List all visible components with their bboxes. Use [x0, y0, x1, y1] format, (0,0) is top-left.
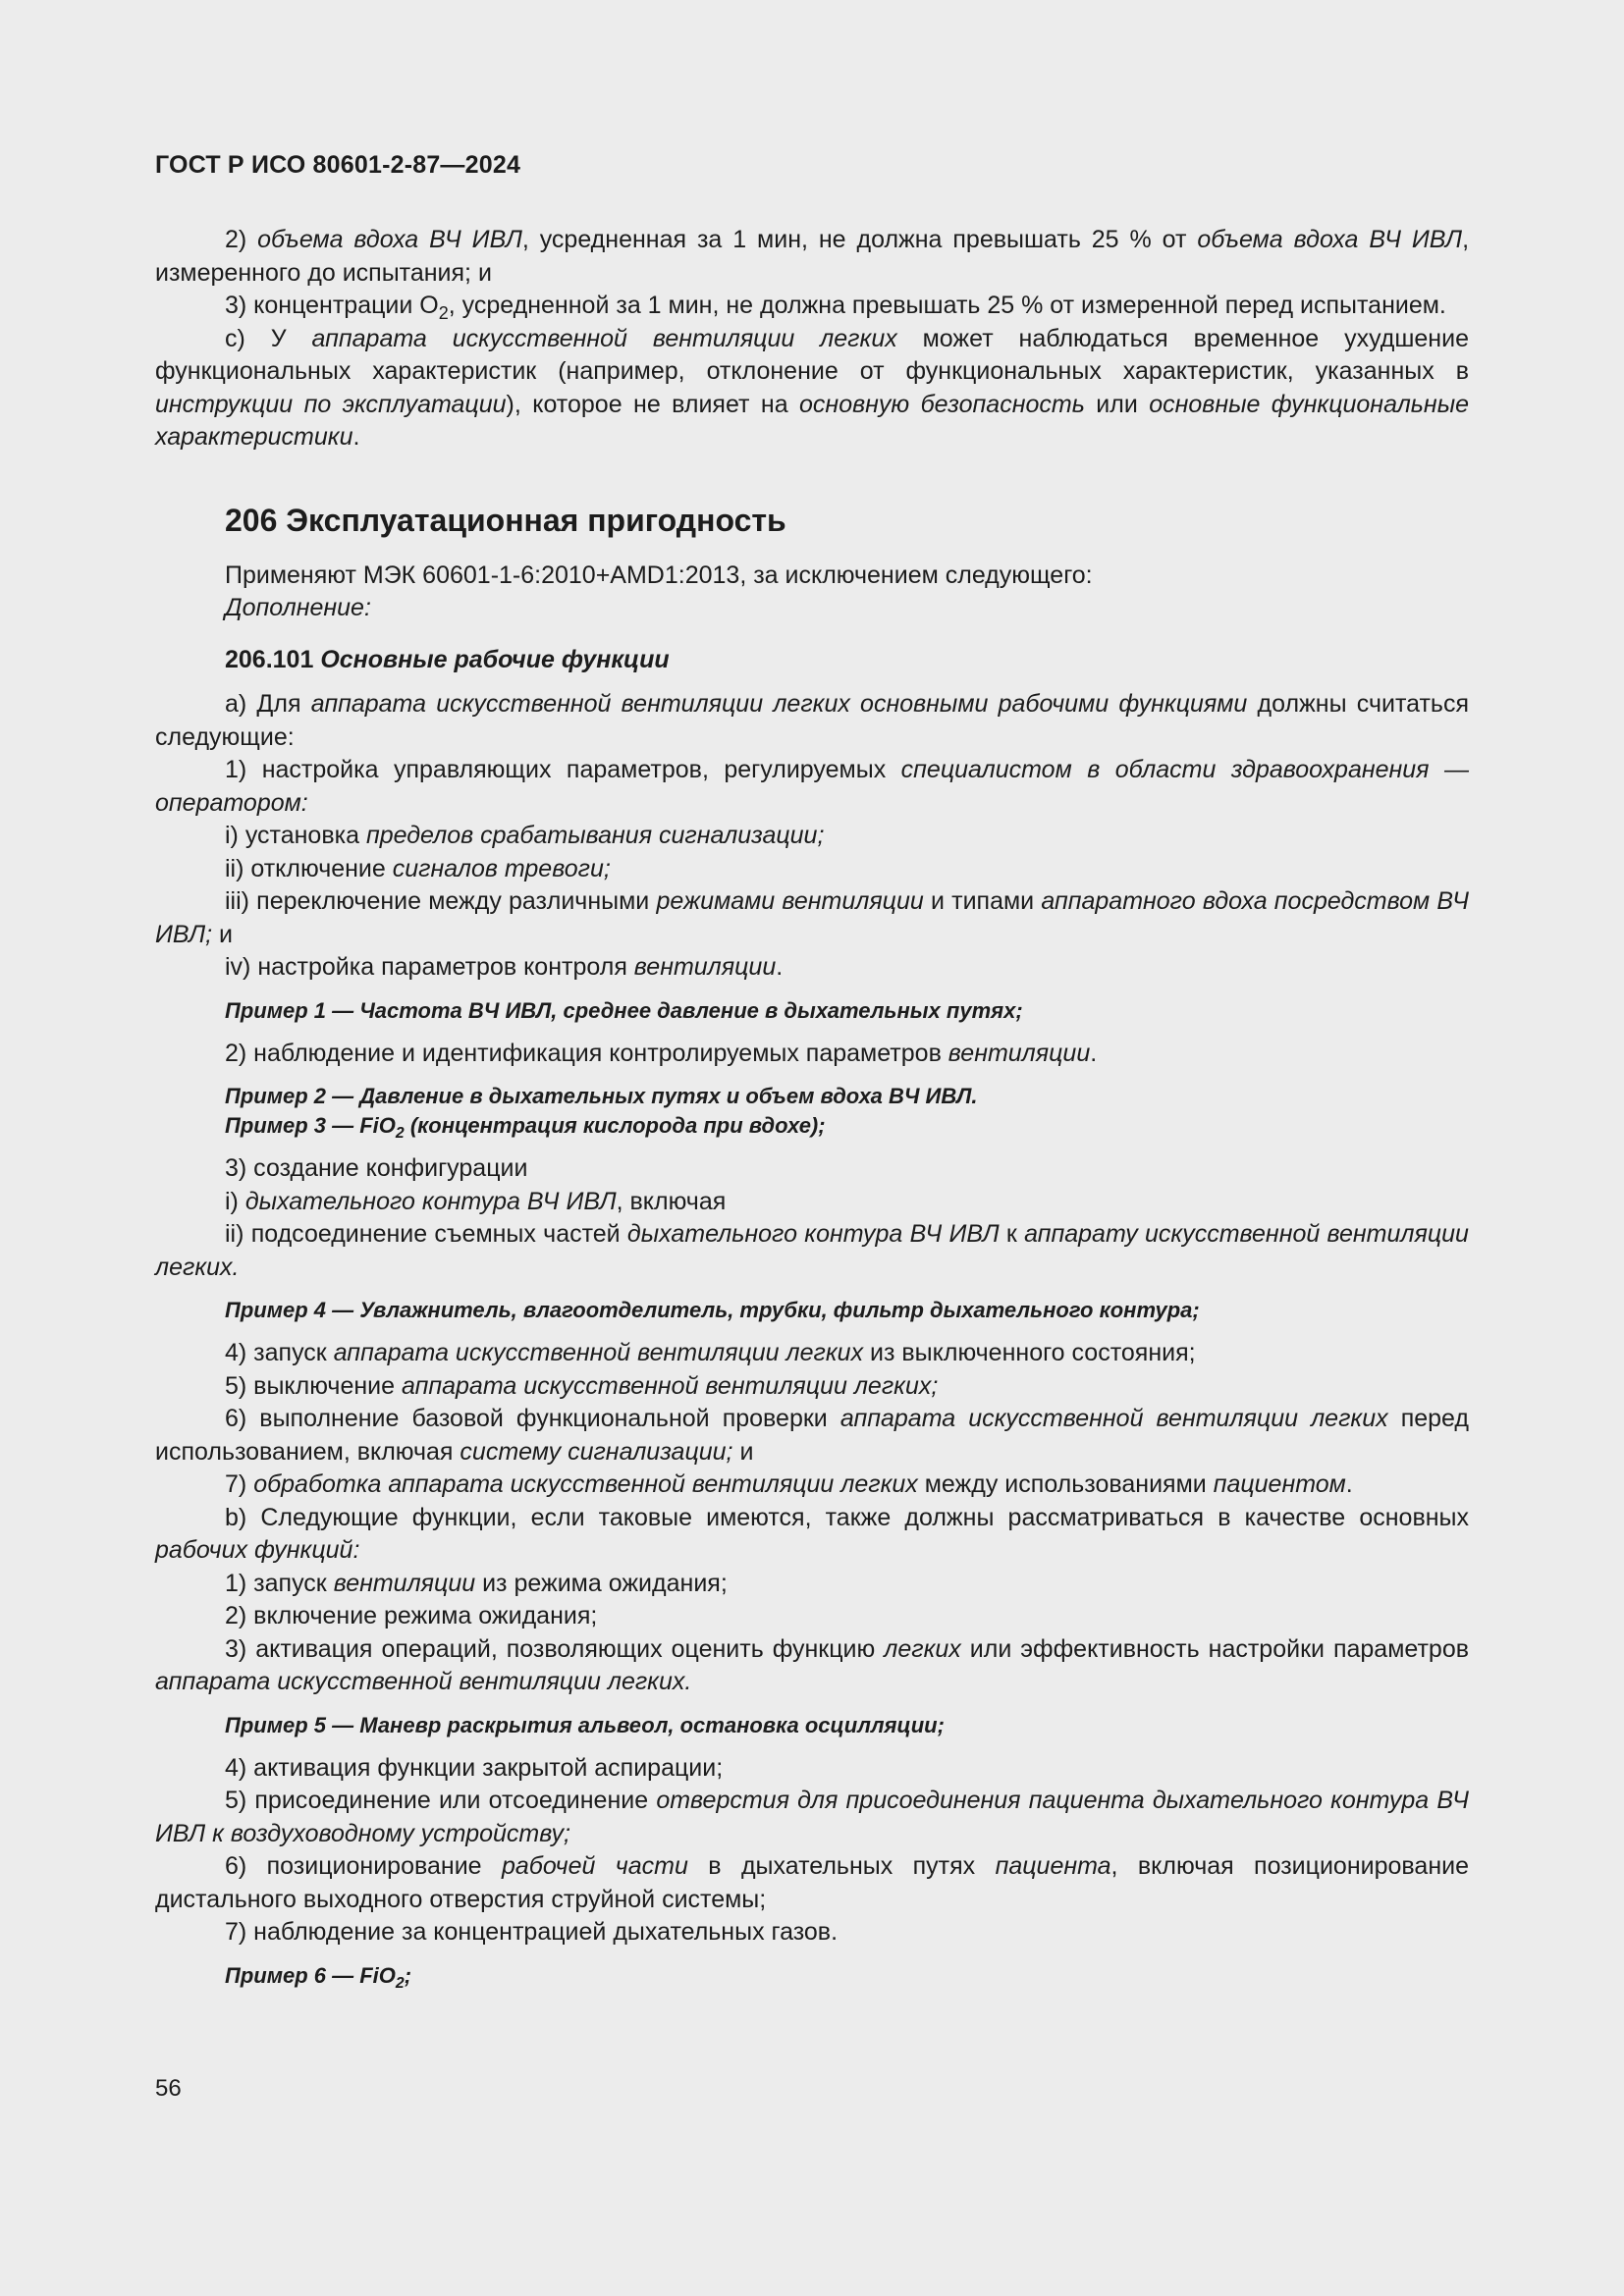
list-item-a3-ii: ii) подсоединение съемных частей дыхательного контура ВЧ ИВЛ к аппарату искусственной вентиляции легких. — [155, 1220, 1469, 1281]
list-item-b6: 6) позиционирование рабочей части в дыхательных путях пациента, включая позиционирование дистального выходного отверстия струйной системы; — [155, 1852, 1469, 1913]
list-item-b-intro: b) Следующие функции, если таковые имеются, также должны рассматриваться в качестве основных рабочих функций: — [155, 1503, 1469, 1564]
list-item-a5: 5) выключение аппарата искусственной вентиляции легких; — [225, 1371, 939, 1400]
list-item-b3: 3) активация операций, позволяющих оценить функцию легких или эффективность настройки параметров аппарата искусственной вентиляции легких. — [155, 1634, 1469, 1695]
list-item-a3-i: i) дыхательного контура ВЧ ИВЛ, включая — [225, 1187, 727, 1215]
section-heading: 206 Эксплуатационная пригодность — [225, 502, 786, 538]
example-4: Пример 4 — Увлажнитель, влагоотделитель, трубки, фильтр дыхательного контура; — [225, 1298, 1200, 1322]
list-item-a7: 7) обработка аппарата искусственной вентиляции легких между использованиями пациентом. — [225, 1470, 1353, 1498]
subsection-title: Основные рабочие функции — [320, 645, 670, 673]
page-number: 56 — [155, 2075, 182, 2102]
applies-statement: Применяют МЭК 60601-1-6:2010+AMD1:2013, за исключением следующего: — [225, 561, 1093, 589]
example-3: Пример 3 — FiO$_2$ (концентрация кислорода при вдохе); — [225, 1113, 826, 1143]
document-code-header: ГОСТ Р ИСО 80601-2-87—2024 — [155, 151, 521, 179]
list-item-a1-i: i) установка пределов срабатывания сигнализации; — [225, 822, 825, 849]
list-item-a1-iii: iii) переключение между различными режимами вентиляции и типами аппаратного вдоха посредством ВЧ ИВЛ; и — [155, 887, 1470, 948]
subsection-heading — [225, 644, 1469, 677]
list-item-b5: 5) присоединение или отсоединение отверстия для присоединения пациента дыхательного контура ВЧ ИВЛ к воздуховодному устройству; — [155, 1787, 1469, 1847]
list-item-b7: 7) наблюдение за концентрацией дыхательных газов. — [225, 1918, 839, 1946]
list-item-a1-iv: iv) настройка параметров контроля вентиляции. — [225, 953, 784, 981]
paragraph-oxygen-concentration: 3) концентрации $O_2$, усредненной за 1 мин, не должна превышать 25 % от измеренной перед испытанием. — [225, 292, 1446, 323]
example-2: Пример 2 — Давление в дыхательных путях и объем вдоха ВЧ ИВЛ. — [225, 1084, 978, 1108]
list-item-a1: 1) настройка управляющих параметров, регулируемых специалистом в области здравоохранения — оператором: — [155, 756, 1469, 817]
list-item-b4: 4) активация функции закрытой аспирации; — [225, 1753, 724, 1782]
page-content — [155, 224, 1469, 1991]
list-item-b1: 1) запуск вентиляции из режима ожидания; — [225, 1569, 728, 1597]
list-item-a4: 4) запуск аппарата искусственной вентиляции легких из выключенного состояния; — [225, 1339, 1196, 1366]
paragraph-tidal-volume: 2) объема вдоха ВЧ ИВЛ, усредненная за 1 мин, не должна превышать 25 % от объема вдоха ВЧ ИВЛ, измеренного до испытания; и — [155, 226, 1470, 287]
list-item-a3: 3) создание конфигурации — [225, 1154, 528, 1182]
list-item-a6: 6) выполнение базовой функциональной проверки аппарата искусственной вентиляции легких перед использованием, включая систему сигнализации; и — [155, 1405, 1469, 1466]
list-item-a2: 2) наблюдение и идентификация контролируемых параметров вентиляции. — [225, 1039, 1098, 1067]
example-1: Пример 1 — Частота ВЧ ИВЛ, среднее давление в дыхательных путях; — [225, 997, 1023, 1023]
paragraph-c-degradation: c) У аппарата искусственной вентиляции легких может наблюдаться временное ухудшение функциональных характеристик (например, отклонение от функциональных характеристик, указанных в инструкции по эксплуатации), которое не влияет на основную безопасность или основные функциональные характеристики. — [155, 324, 1469, 451]
example-6: Пример 6 — FiO$_2$; — [225, 1962, 412, 1992]
subsection-number: 206.101 — [225, 645, 314, 673]
list-item-a-intro: a) Для аппарата искусственной вентиляции легких основными рабочими функциями должны считаться следующие: — [155, 690, 1469, 751]
addition-label: Дополнение: — [225, 594, 371, 621]
list-item-b2: 2) включение режима ожидания; — [225, 1602, 598, 1629]
list-item-a1-ii: ii) отключение сигналов тревоги; — [225, 854, 611, 882]
example-5: Пример 5 — Маневр раскрытия альвеол, остановка осцилляции; — [225, 1712, 945, 1737]
